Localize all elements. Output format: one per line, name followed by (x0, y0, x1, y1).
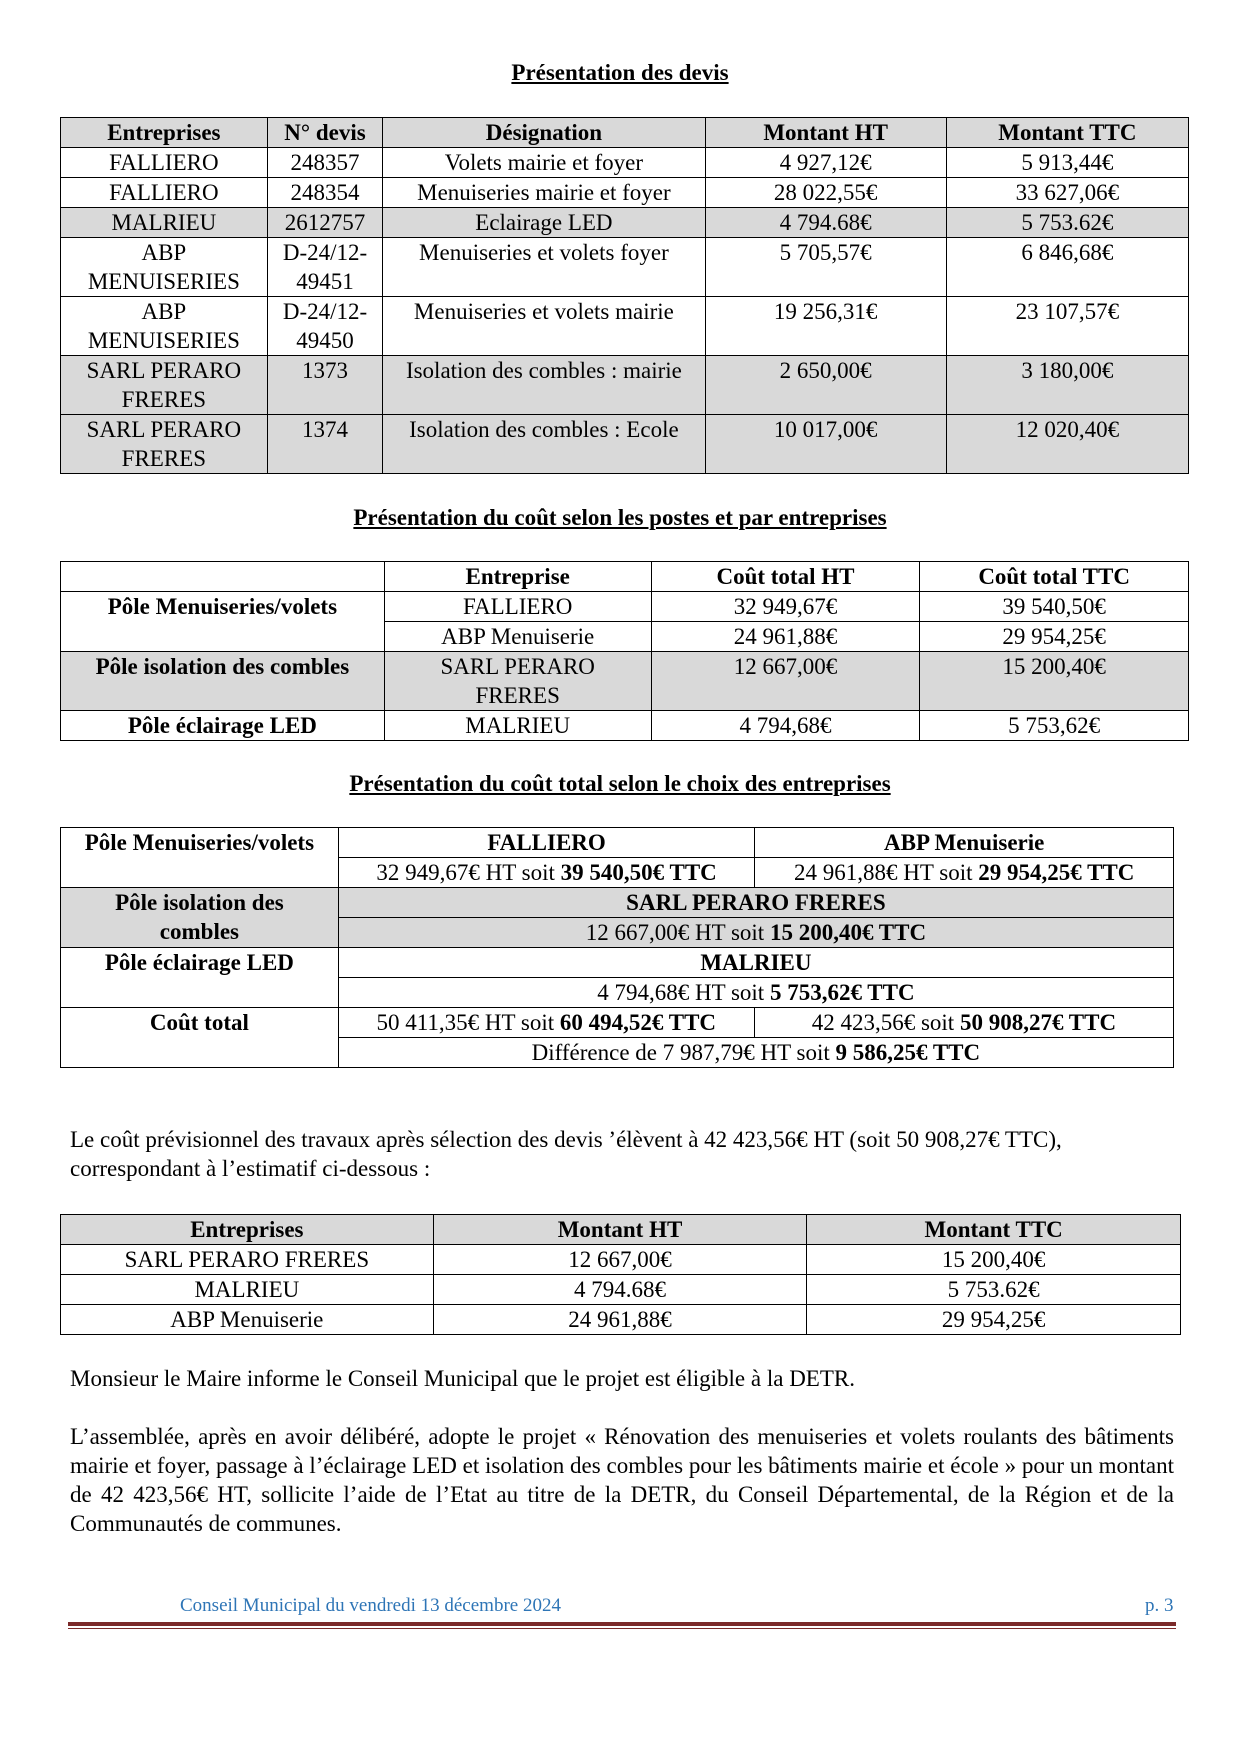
paragraph-eligibilite: Monsieur le Maire informe le Conseil Municipal que le projet est éligible à la DETR. (70, 1366, 855, 1391)
table-row (61, 238, 1189, 297)
table-row (61, 592, 1189, 622)
table-row (61, 711, 1189, 741)
cell-ttc: 5 753,62€ (920, 711, 1189, 741)
cell-numero: 248354 (267, 178, 383, 208)
devis-header-row (61, 118, 1189, 148)
cell-ht: 12 667,00€ (433, 1245, 807, 1275)
cell-ht: 5 705,57€ (705, 238, 946, 297)
footer-rule-thin (68, 1628, 1176, 1629)
totals-cell (338, 1008, 1173, 1038)
cell-ttc: 6 846,68€ (946, 238, 1188, 297)
cell-ttc: 5 913,44€ (946, 148, 1188, 178)
cell-ttc: 15 200,40€ (920, 652, 1189, 711)
pole-label: Pôle Menuiseries/volets (61, 592, 385, 652)
company-abp: ABP Menuiserie (755, 828, 1174, 858)
pole-label: Pôle éclairage LED (61, 948, 339, 1008)
cell-ht: 4 794.68€ (433, 1275, 807, 1305)
col-header: Coût total HT (651, 562, 920, 592)
cell-designation: Menuiseries mairie et foyer (383, 178, 705, 208)
choix-table (60, 827, 1174, 1068)
devis-table (60, 117, 1189, 474)
cell-ttc: 33 627,06€ (946, 178, 1188, 208)
footer-text: Conseil Municipal du vendredi 13 décembre 2024 (180, 1595, 561, 1616)
cell-numero: 1373 (267, 356, 383, 415)
cell-entreprise: SARL PERARO FRERES (61, 1245, 434, 1275)
cell-ht: 4 794,68€ (651, 711, 920, 741)
pole-label: Pôle isolation des combles (61, 888, 339, 948)
cell-ttc: 15 200,40€ (807, 1245, 1181, 1275)
cell-numero: 248357 (267, 148, 383, 178)
cell-ttc: 29 954,25€ (807, 1305, 1181, 1335)
cell-designation: Menuiseries et volets foyer (383, 238, 705, 297)
cell-entreprise: FALLIERO (384, 592, 651, 622)
cell-entreprise: ABP Menuiserie (384, 622, 651, 652)
page-number: p. 3 (1145, 1595, 1174, 1616)
cell-designation: Menuiseries et volets mairie (383, 297, 705, 356)
cell-ht: 4 794.68€ (705, 208, 946, 238)
cell-entreprise: FALLIERO (61, 178, 268, 208)
cell-ht: 12 667,00€ (651, 652, 920, 711)
cell-ttc: 12 020,40€ (946, 415, 1188, 474)
total-option-2: 42 423,56€ soit 50 908,27€ TTC (811, 1010, 1117, 1035)
company-malrieu: MALRIEU (338, 948, 1173, 978)
cell-ttc: 29 954,25€ (920, 622, 1189, 652)
table-row (61, 356, 1189, 415)
table-row (61, 148, 1189, 178)
table-row (61, 828, 1174, 858)
pole-label: Pôle Menuiseries/volets (61, 828, 339, 888)
table-row (61, 208, 1189, 238)
company-peraro: SARL PERARO FRERES (338, 888, 1173, 918)
cell-numero: 1374 (267, 415, 383, 474)
choix-title: Présentation du coût total selon le choix des entreprises (349, 771, 891, 796)
table-row (61, 948, 1174, 978)
cell-entreprise: MALRIEU (61, 208, 268, 238)
estimatif-header-row (61, 1215, 1181, 1245)
cell-numero: 2612757 (267, 208, 383, 238)
cell-ttc: 23 107,57€ (946, 297, 1188, 356)
col-header: Coût total TTC (920, 562, 1189, 592)
cell-designation: Isolation des combles : Ecole (383, 415, 705, 474)
cell-designation: Eclairage LED (383, 208, 705, 238)
company-falliero: FALLIERO (338, 828, 755, 858)
cell-entreprise: SARL PERARO FRERES (384, 652, 651, 711)
cell-ttc: 39 540,50€ (920, 592, 1189, 622)
cell-entreprise: MALRIEU (384, 711, 651, 741)
table-row (61, 1275, 1181, 1305)
cell-ttc: 3 180,00€ (946, 356, 1188, 415)
malrieu-amount: 4 794,68€ HT soit 5 753,62€ TTC (338, 978, 1173, 1008)
pole-label: Pôle isolation des combles (61, 652, 385, 711)
cell-entreprise: SARL PERARO FRERES (61, 356, 268, 415)
paragraph-cout-previsionnel: Le coût prévisionnel des travaux après sélection des devis ’élèvent à 42 423,56€ HT (soit 50 908,27€ TTC), correspondant à l’estimatif ci-dessous : (70, 1127, 1062, 1181)
estimatif-table (60, 1214, 1181, 1335)
devis-title: Présentation des devis (511, 60, 729, 85)
postes-title: Présentation du coût selon les postes et par entreprises (353, 505, 887, 530)
cell-entreprise: SARL PERARO FRERES (61, 415, 268, 474)
table-row (61, 1008, 1174, 1038)
cell-ttc: 5 753.62€ (807, 1275, 1181, 1305)
cell-ht: 28 022,55€ (705, 178, 946, 208)
col-header: Montant HT (705, 118, 946, 148)
table-row (61, 1245, 1181, 1275)
cout-total-label: Coût total (61, 1008, 339, 1068)
cell-numero: D-24/12-49450 (267, 297, 383, 356)
abp-amount: 24 961,88€ HT soit 29 954,25€ TTC (755, 858, 1174, 888)
col-header: Désignation (383, 118, 705, 148)
col-header: Entreprises (61, 118, 268, 148)
table-row (61, 297, 1189, 356)
difference: Différence de 7 987,79€ HT soit 9 586,25€ TTC (338, 1038, 1173, 1068)
table-row (61, 888, 1174, 918)
postes-table (60, 561, 1189, 741)
col-header: Montant HT (433, 1215, 807, 1245)
cell-ht: 2 650,00€ (705, 356, 946, 415)
peraro-amount: 12 667,00€ HT soit 15 200,40€ TTC (338, 918, 1173, 948)
col-header: Montant TTC (807, 1215, 1181, 1245)
falliero-amount: 32 949,67€ HT soit 39 540,50€ TTC (338, 858, 755, 888)
cell-designation: Volets mairie et foyer (383, 148, 705, 178)
table-row (61, 178, 1189, 208)
cell-ht: 24 961,88€ (651, 622, 920, 652)
table-row (61, 1305, 1181, 1335)
cell-numero: D-24/12-49451 (267, 238, 383, 297)
total-option-1: 50 411,35€ HT soit 60 494,52€ TTC (339, 1008, 755, 1037)
table-row (61, 652, 1189, 711)
cell-entreprise: ABP MENUISERIES (61, 297, 268, 356)
cell-entreprise: ABP MENUISERIES (61, 238, 268, 297)
footer-rule (68, 1622, 1176, 1626)
cell-ht: 10 017,00€ (705, 415, 946, 474)
cell-ttc: 5 753.62€ (946, 208, 1188, 238)
cell-ht: 4 927,12€ (705, 148, 946, 178)
paragraph-deliberation: L’assemblée, après en avoir délibéré, adopte le projet « Rénovation des menuiseries et volets roulants des bâtiments mairie et foyer, passage à l’éclairage LED et isolation des combles pour les bâtiments mairie et école » pour un montant de 42 423,56€ HT, sollicite l’aide de l’Etat au titre de la DETR, du Conseil Départemental, de la Région et de la Communautés de communes. (70, 1424, 1174, 1536)
cell-entreprise: ABP Menuiserie (61, 1305, 434, 1335)
col-header: Entreprises (61, 1215, 434, 1245)
col-header: Entreprise (384, 562, 651, 592)
cell-entreprise: MALRIEU (61, 1275, 434, 1305)
cell-designation: Isolation des combles : mairie (383, 356, 705, 415)
cell-ht: 32 949,67€ (651, 592, 920, 622)
cell-ht: 19 256,31€ (705, 297, 946, 356)
cell-ht: 24 961,88€ (433, 1305, 807, 1335)
table-row (61, 415, 1189, 474)
col-header: N° devis (267, 118, 383, 148)
cell-entreprise: FALLIERO (61, 148, 268, 178)
col-header: Montant TTC (946, 118, 1188, 148)
postes-header-row (61, 562, 1189, 592)
pole-label: Pôle éclairage LED (61, 711, 385, 741)
